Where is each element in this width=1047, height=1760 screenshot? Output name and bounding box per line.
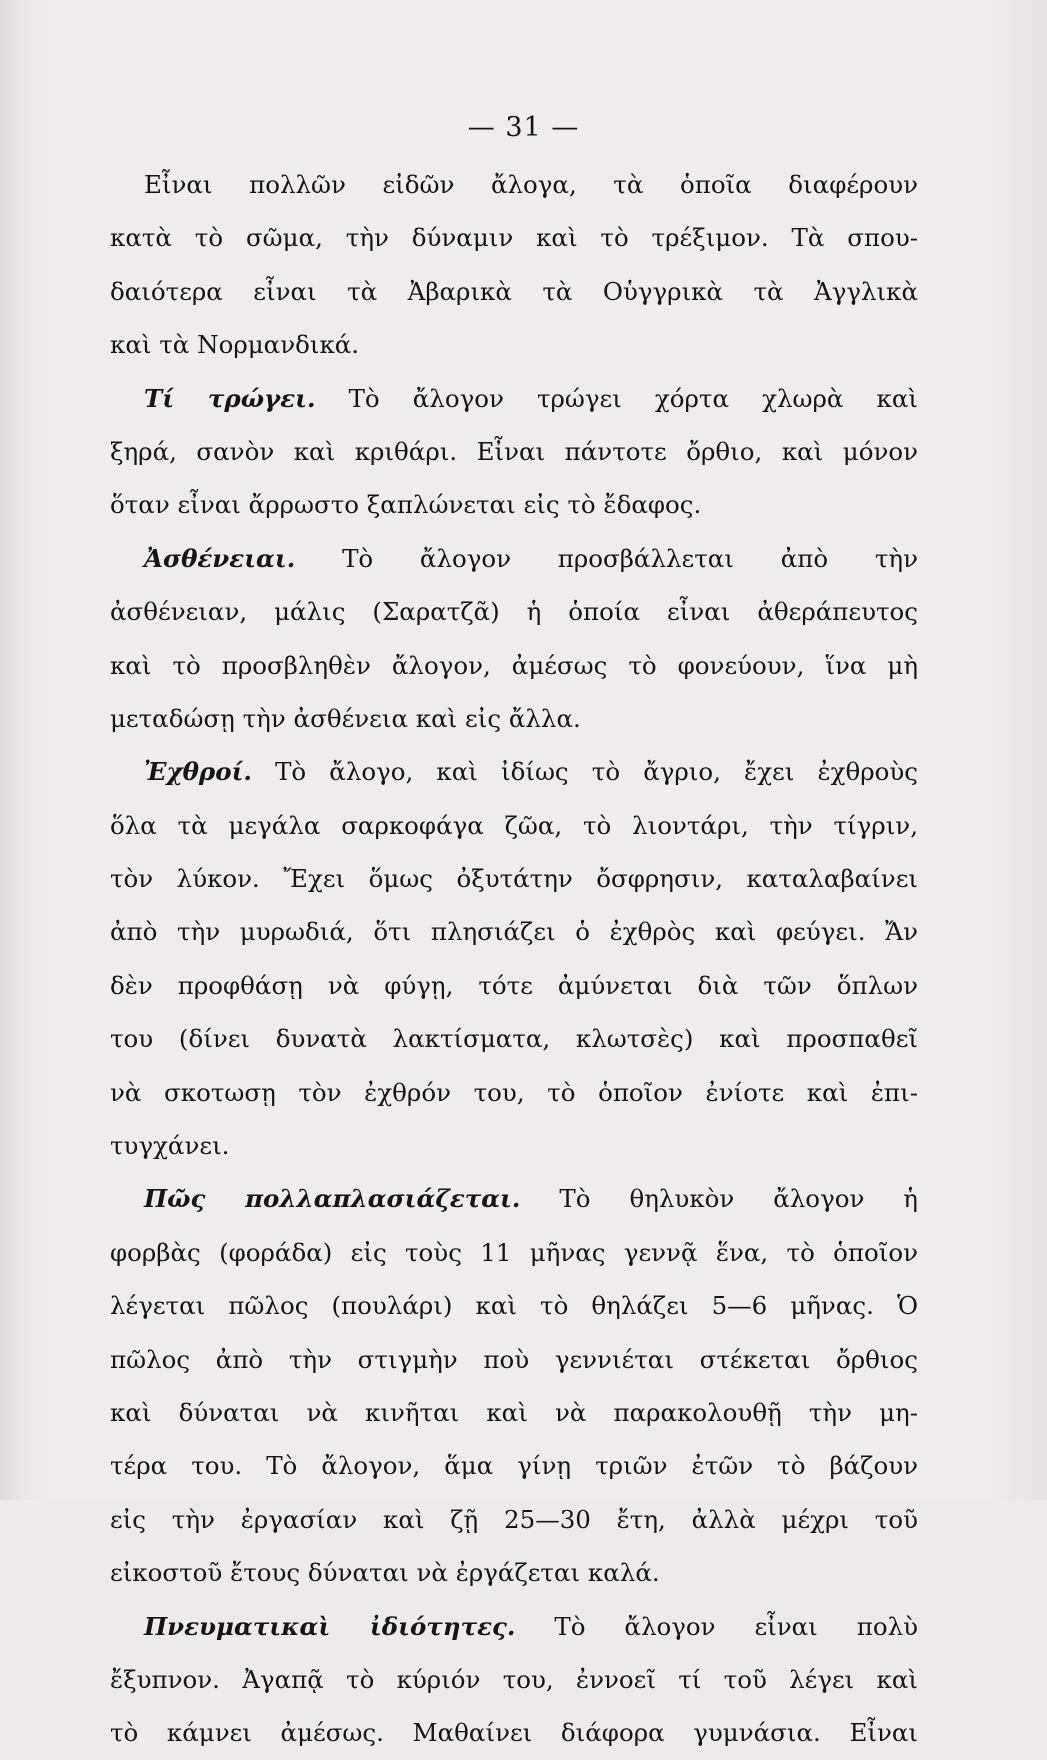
text-line: λέγεται πῶλος (πουλάρι) καὶ τὸ θηλάζει 5—6 μῆνας. Ὁ <box>110 1291 918 1321</box>
text-line: Εἶναι πολλῶν εἰδῶν ἄλογα, τὰ ὁποῖα διαφέρουν <box>144 170 918 199</box>
text-line: τὸν λύκον. Ἔχει ὅμως ὀξυτάτην ὄσφρησιν, καταλαβαίνει <box>110 864 918 894</box>
text-line: καὶ τὰ Νορμανδικά. <box>110 330 360 360</box>
text-line: κατὰ τὸ σῶμα, τὴν δύναμιν καὶ τὸ τρέξιμον. Τὰ σπου- <box>110 223 918 253</box>
section-heading: Ἐχθροί. <box>144 757 252 787</box>
paragraph-mental-qualities <box>110 1600 918 1760</box>
text-line: δαιότερα εἶναι τὰ Ἀβαρικὰ τὰ Οὑγγρικὰ τὰ Ἀγγλικὰ <box>110 276 918 306</box>
page-number: — 31 — <box>467 112 580 143</box>
paragraph-what-it-eats <box>110 372 918 532</box>
heading-line-text: Τὸ ἄλογον τρώγει χόρτα χλωρὰ καὶ <box>348 383 918 413</box>
section-heading: Πνευματικαὶ ἰδιότητες. <box>144 1611 516 1641</box>
text-line: τέρα του. Τὸ ἄλογον, ἅμα γίνῃ τριῶν ἐτῶν τὸ βάζουν <box>110 1451 918 1481</box>
text-line <box>110 532 918 585</box>
section-heading: Πῶς πολλαπλασιάζεται. <box>144 1184 521 1214</box>
text-line: ἀπὸ τὴν μυρωδιά, ὅτι πλησιάζει ὁ ἐχθρὸς καὶ φεύγει. Ἄν <box>110 917 918 947</box>
text-line: καὶ δύναται νὰ κινῆται καὶ νὰ παρακολουθῇ τὴν μη- <box>110 1397 918 1427</box>
paragraph-diseases <box>110 532 918 746</box>
section-heading: Τί τρώγει. <box>144 383 316 413</box>
text-line: εἰκοστοῦ ἔτους δύναται νὰ ἐργάζεται καλά. <box>110 1558 660 1588</box>
text-line: ἔξυπνον. Ἀγαπᾷ τὸ κύριόν του, ἐννοεῖ τί τοῦ λέγει καὶ <box>110 1664 918 1694</box>
text-line: εἰς τὴν ἐργασίαν καὶ ζῇ 25—30 ἔτη, ἀλλὰ μέχρι τοῦ <box>110 1504 918 1534</box>
text-line: νὰ σκοτωσῃ τὸν ἐχθρόν του, τὸ ὁποῖον ἐνίοτε καὶ ἐπι- <box>110 1077 918 1107</box>
heading-line-text: Τὸ ἄλογον εἶναι πολὺ <box>554 1611 918 1641</box>
text-line: καὶ τὸ προσβληθὲν ἄλογον, ἀμέσως τὸ φονεύουν, ἵνα μὴ <box>110 650 918 680</box>
text-line <box>110 372 918 425</box>
text-line: πῶλος ἀπὸ τὴν στιγμὴν ποὺ γεννιέται στέκεται ὄρθιος <box>110 1344 918 1374</box>
paragraph-enemies <box>110 745 918 1172</box>
text-line: ὅλα τὰ μεγάλα σαρκοφάγα ζῶα, τὸ λιοντάρι, τὴν τίγριν, <box>110 810 918 840</box>
text-line <box>110 745 918 798</box>
body-text <box>110 158 918 1760</box>
text-line: του (δίνει δυνατὰ λακτίσματα, κλωτσὲς) καὶ προσπαθεῖ <box>110 1024 918 1054</box>
text-line: μεταδώσῃ τὴν ἀσθένεια καὶ εἰς ἄλλα. <box>110 703 581 733</box>
text-line: δὲν προφθάσῃ νὰ φύγῃ, τότε ἀμύνεται διὰ τῶν ὅπλων <box>110 970 918 1000</box>
text-line: ἀσθένειαν, μάλις (Σαρατζᾶ) ἡ ὁποία εἶναι ἀθεράπευτος <box>110 597 918 627</box>
text-line <box>110 1600 918 1653</box>
text-line: ὅταν εἶναι ἄρρωστο ξαπλώνεται εἰς τὸ ἔδαφος. <box>110 490 702 520</box>
text-line: τὸ κάμνει ἀμέσως. Μαθαίνει διάφορα γυμνάσια. Εἶναι <box>110 1718 918 1748</box>
heading-line-text: Τὸ θηλυκὸν ἄλογον ἡ <box>559 1184 918 1214</box>
text-line: τυγχάνει. <box>110 1131 230 1161</box>
text-line: φορβὰς (φοράδα) εἰς τοὺς 11 μῆνας γεννᾷ ἕνα, τὸ ὁποῖον <box>110 1237 918 1267</box>
text-line: ξηρά, σανὸν καὶ κριθάρι. Εἶναι πάντοτε ὄρθιο, καὶ μόνον <box>110 436 918 466</box>
paragraph-breeds <box>110 158 918 372</box>
section-heading: Ἀσθένειαι. <box>144 543 296 573</box>
paragraph-reproduction <box>110 1172 918 1599</box>
text-line <box>110 1172 918 1225</box>
heading-line-text: Τὸ ἄλογο, καὶ ἰδίως τὸ ἄγριο, ἔχει ἐχθροὺς <box>275 757 918 787</box>
heading-line-text: Τὸ ἄλογον προσβάλλεται ἀπὸ τὴν <box>342 543 918 573</box>
